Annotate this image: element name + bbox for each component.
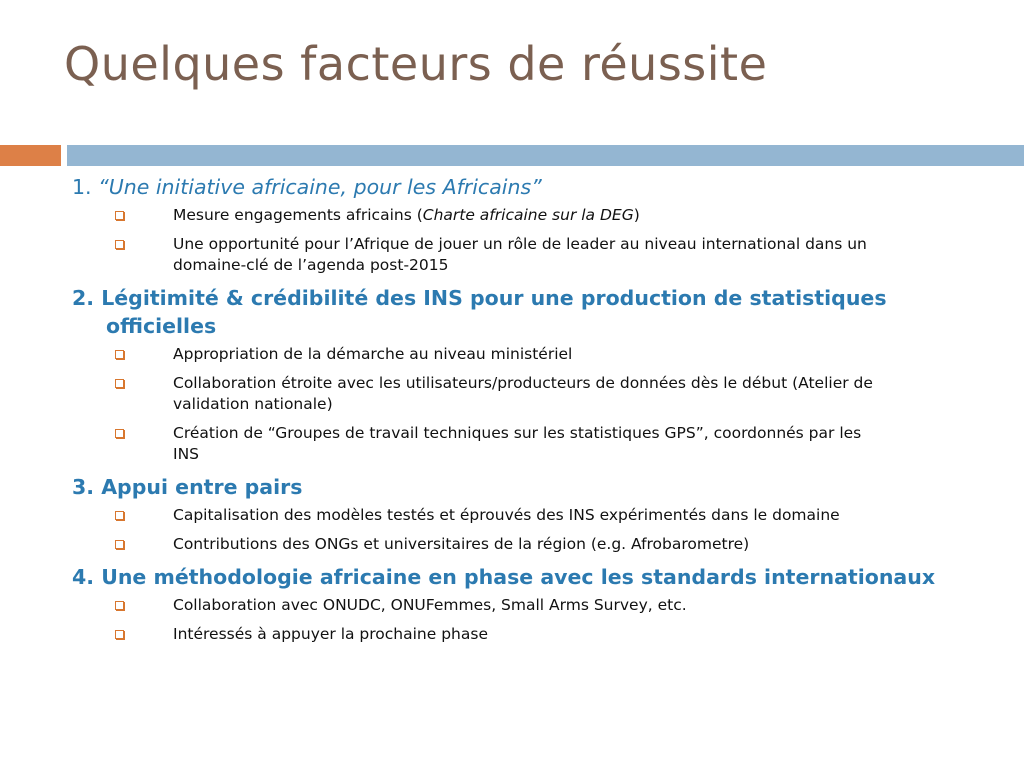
section-4 xyxy=(72,563,972,645)
list-item xyxy=(72,423,972,465)
item-text: Intéressés à appuyer la prochaine phase xyxy=(173,625,488,643)
slide-content xyxy=(72,173,972,653)
list-item xyxy=(72,205,972,226)
square-bullet-icon xyxy=(115,630,124,639)
item-text: Collaboration avec ONUDC, ONUFemmes, Small Arms Survey, etc. xyxy=(173,596,687,614)
item-text: Collaboration étroite avec les utilisateurs/producteurs de données dès le début (Atelier de validation nationale) xyxy=(173,374,873,413)
section-3 xyxy=(72,473,972,555)
list-item xyxy=(72,624,972,645)
section-heading: 2. Légitimité & crédibilité des INS pour une production de statistiques officielles xyxy=(72,286,887,338)
square-bullet-icon xyxy=(115,350,124,359)
list-item xyxy=(72,505,972,526)
square-bullet-icon xyxy=(115,429,124,438)
accent-bar-blue xyxy=(67,145,1024,166)
bullet-list xyxy=(72,505,972,555)
item-text-end: ) xyxy=(633,206,640,224)
section-2 xyxy=(72,284,972,465)
section-1 xyxy=(72,173,972,276)
slide-title: Quelques facteurs de réussite xyxy=(64,37,768,91)
bullet-list xyxy=(72,344,972,465)
list-item xyxy=(72,595,972,616)
section-number: 1. xyxy=(72,175,99,199)
list-item xyxy=(72,344,972,365)
square-bullet-icon xyxy=(115,540,124,549)
section-heading xyxy=(72,173,972,201)
square-bullet-icon xyxy=(115,379,124,388)
item-text: Une opportunité pour l’Afrique de jouer un rôle de leader au niveau international dans un domaine-clé de l’agenda post-2015 xyxy=(173,235,867,274)
section-heading: 4. Une méthodologie africaine en phase avec les standards internationaux xyxy=(72,565,936,589)
square-bullet-icon xyxy=(115,511,124,520)
item-text: Capitalisation des modèles testés et éprouvés des INS expérimentés dans le domaine xyxy=(173,506,840,524)
item-text: Mesure engagements africains ( xyxy=(173,206,423,224)
list-item xyxy=(72,234,972,276)
item-emphasis: Charte africaine sur la DEG xyxy=(422,206,634,224)
square-bullet-icon xyxy=(115,211,124,220)
square-bullet-icon xyxy=(115,240,124,249)
item-text: Contributions des ONGs et universitaires de la région (e.g. Afrobarometre) xyxy=(173,535,750,553)
section-heading-text: “Une initiative africaine, pour les Africains” xyxy=(98,175,542,199)
bullet-list xyxy=(72,205,972,276)
list-item xyxy=(72,534,972,555)
item-text: Création de “Groupes de travail techniques sur les statistiques GPS”, coordonnés par les INS xyxy=(173,424,862,463)
bullet-list xyxy=(72,595,972,645)
section-heading: 3. Appui entre pairs xyxy=(72,475,303,499)
list-item xyxy=(72,373,972,415)
accent-bar-orange xyxy=(0,145,61,166)
square-bullet-icon xyxy=(115,601,124,610)
item-text: Appropriation de la démarche au niveau ministériel xyxy=(173,345,573,363)
